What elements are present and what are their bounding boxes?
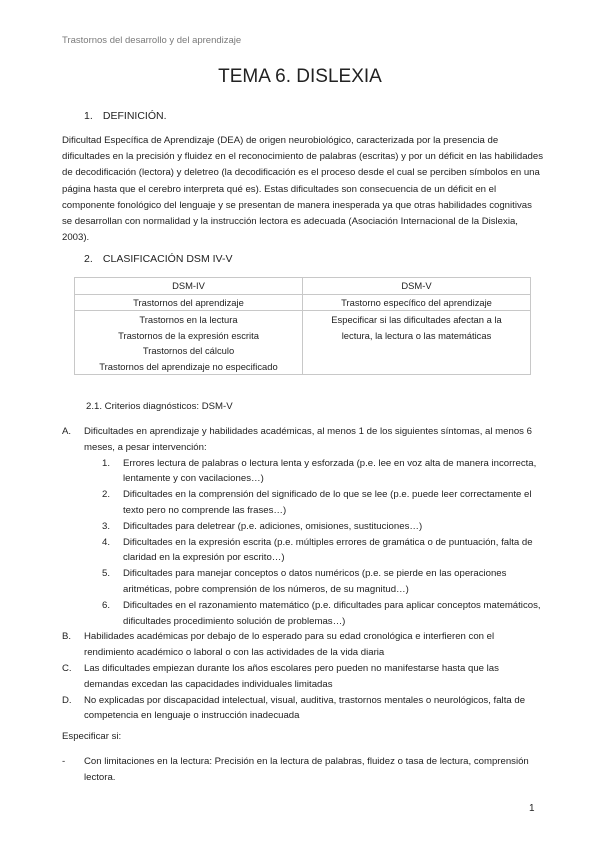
definition-paragraph: Dificultad Específica de Aprendizaje (DEA) de origen neurobiológico, caracterizada por la presencia de dificultades en la precisión y fluidez en el reconocimiento de palabras (escritas) y por un déficit en las habilidades de decodificación (lectora) y deletreo (la decodificación es el proceso desde el cual se perciben símbolos en una página hasta que el cerebro interpreta qué es). Estas dificultades son consecuencia de un déficit en el componente fonológico del lenguaje y se presentan de manera inesperada ya que otras habilidades cognitivas se desarrollan con normalidad y la instrucción lectora es adecuada (Asociación Internacional de la Dislexia, 2003). (62, 135, 544, 244)
criteria-list (62, 424, 544, 724)
table-header-dsm-v: DSM-V (303, 278, 531, 295)
item-text: Dificultades en la comprensión del significado de lo que se lee (p.e. puede leer correctamente el texto pero no comprende las frases…) (123, 489, 532, 516)
section-1-number: 1. (84, 110, 93, 122)
criterion-marker: D. (62, 694, 72, 706)
item-number: 3. (102, 520, 111, 532)
section-2-heading (84, 253, 232, 265)
specifier-item (62, 754, 544, 786)
table-header-dsm-iv: DSM-IV (75, 278, 303, 295)
item-number: 5. (102, 568, 111, 580)
table-cell-dsm-v-category: Trastorno específico del aprendizaje (303, 294, 531, 311)
criterion-d (62, 693, 544, 725)
criterion-marker: C. (62, 662, 72, 674)
item-number: 4. (102, 536, 111, 548)
table-list-item: Trastornos del cálculo (142, 345, 235, 356)
table-cell-dsm-iv-list (75, 311, 303, 375)
criterion-text: No explicadas por discapacidad intelectual, visual, auditiva, trastornos mentales o neurológicos, falta de competencia en lenguaje o instrucción inadecuada (84, 694, 526, 722)
criterion-a-item-1 (102, 456, 544, 488)
criterion-a (62, 424, 544, 456)
page-title: TEMA 6. DISLEXIA (218, 66, 382, 87)
criterion-b (62, 629, 544, 661)
dsm-comparison-table (74, 277, 531, 375)
criterion-c (62, 661, 544, 693)
table-list-item: Trastornos del aprendizaje no especificado (99, 360, 278, 372)
item-text: Dificultades para manejar conceptos o datos numéricos (p.e. se pierde en las operaciones aritméticas, pobre comprensión de los números, de su magnitud…) (123, 568, 507, 595)
criterion-a-item-3 (102, 519, 544, 535)
running-header: Trastornos del desarrollo y del aprendizaje (62, 35, 242, 46)
item-number: 2. (102, 489, 111, 501)
criterion-text: Las dificultades empiezan durante los años escolares pero pueden no manifestarse hasta que las demandas excedan las capacidades individuales limitadas (84, 662, 499, 690)
criterion-a-item-2 (102, 487, 544, 519)
section-1-label: DEFINICIÓN. (102, 110, 167, 122)
table-cell-dsm-v-note: Especificar si las dificultades afectan a la lectura, la lectura o las matemáticas (303, 311, 531, 375)
criterion-a-item-5 (102, 566, 544, 598)
section-2-label: CLASIFICACIÓN DSM IV-V (102, 253, 233, 265)
table-cell-dsm-iv-category: Trastornos del aprendizaje (75, 294, 303, 311)
item-text: Dificultades en la expresión escrita (p.e. múltiples errores de gramática o de puntuación, falta de claridad en la expresión por escrito…) (123, 536, 533, 564)
criterion-a-item-4 (102, 535, 544, 567)
item-text: Errores lectura de palabras o lectura lenta y esforzada (p.e. lee en voz alta de manera incorrecta, lentamente y con vacilaciones…) (123, 457, 537, 485)
item-number: 1. (102, 457, 111, 469)
table-list-item: Trastornos en la lectura (139, 314, 238, 325)
criterion-text: Habilidades académicas por debajo de lo esperado para su edad cronológica e interfieren con el rendimiento académico o laboral o con las actividades de la vida diaria (84, 631, 495, 659)
criterion-marker: B. (62, 631, 72, 643)
specifier-text: Con limitaciones en la lectura: Precisión en la lectura de palabras, fluidez o tasa de lectura, comprensión lectora. (84, 756, 529, 783)
section-2-number: 2. (84, 253, 93, 265)
subsection-heading: 2.1. Criterios diagnósticos: DSM-V (86, 401, 233, 412)
criterion-a-item-6 (102, 598, 544, 630)
specify-label: Especificar si: (62, 731, 122, 742)
table-list-item: Trastornos de la expresión escrita (118, 329, 259, 341)
dash-marker: - (62, 756, 66, 767)
section-1-heading (84, 110, 167, 122)
item-number: 6. (102, 599, 111, 611)
page-number: 1 (529, 803, 535, 814)
criterion-marker: A. (62, 426, 72, 437)
item-text: Dificultades en el razonamiento matemático (p.e. dificultades para aplicar conceptos matemáticos, dificultades procedimiento solución de problemas…) (123, 599, 541, 627)
item-text: Dificultades para deletrear (p.e. adiciones, omisiones, sustituciones…) (123, 520, 423, 532)
criterion-text: Dificultades en aprendizaje y habilidades académicas, al menos 1 de los siguientes síntomas, al menos 6 meses, a pesar intervención: (84, 426, 532, 453)
